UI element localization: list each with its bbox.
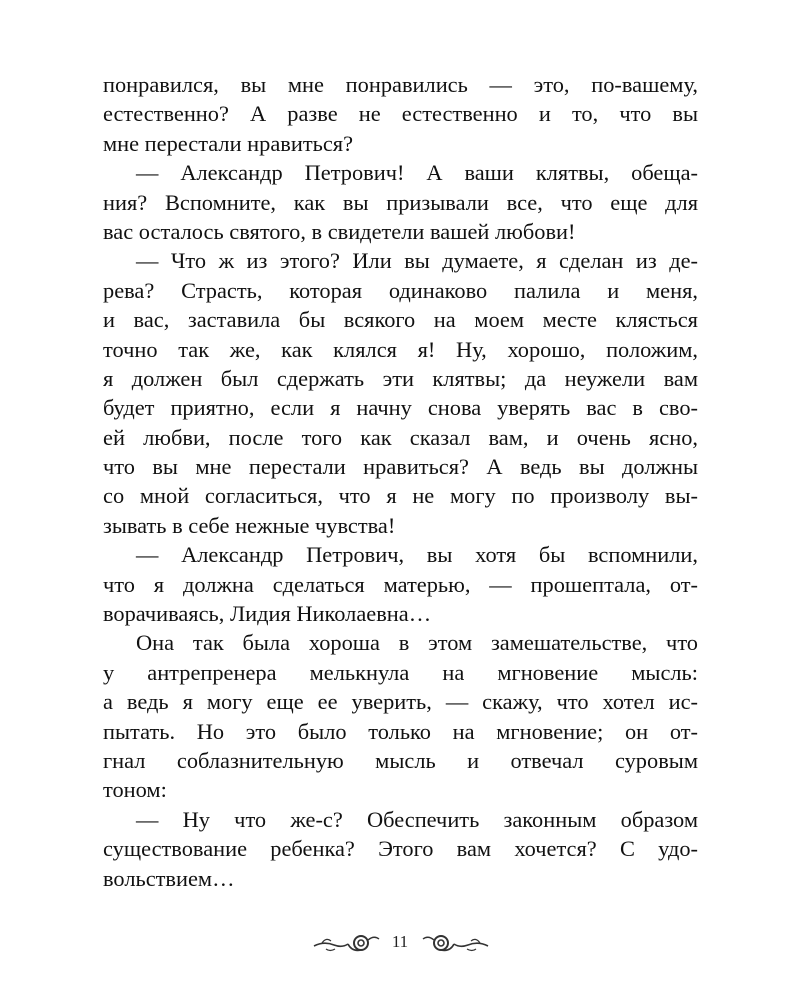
flourish-ornament-right-icon xyxy=(420,930,490,956)
text-line: вас осталось святого, в свидетели вашей любови! xyxy=(103,218,576,244)
text-line: рева? Страсть, которая одинаково палила и меня, xyxy=(103,277,698,303)
text-line: вольствием… xyxy=(103,865,235,891)
text-line: что вы мне перестали нравиться? А ведь вы должны xyxy=(103,454,698,480)
text-line: точно так же, как клялся я! Ну, хорошо, положим, xyxy=(103,336,698,362)
text-line: со мной согласиться, что я не могу по произволу вы- xyxy=(103,483,698,509)
text-line: Она так была хороша в этом замешательстве, что xyxy=(136,630,698,656)
text-line: ния? Вспомните, как вы призывали все, что еще для xyxy=(103,189,698,215)
text-line: ей любви, после того как сказал вам, и очень ясно, xyxy=(103,424,698,450)
text-line: я должен был сдержать эти клятвы; да неужели вам xyxy=(103,365,698,391)
text-line: что я должна сделаться матерью, — прошептала, от- xyxy=(103,571,698,597)
flourish-ornament-left-icon xyxy=(312,930,382,956)
text-line: — Ну что же-с? Обеспечить законным образом xyxy=(136,806,698,832)
text-line: пытать. Но это было только на мгновение; он от- xyxy=(103,718,698,744)
text-line: — Александр Петрович, вы хотя бы вспомнили, xyxy=(136,542,698,568)
text-line: ворачиваясь, Лидия Николаевна… xyxy=(103,601,432,627)
body-text xyxy=(103,70,698,893)
text-line: будет приятно, если я начну снова уверять вас в сво- xyxy=(103,395,698,421)
text-line: понравился, вы мне понравились — это, по-вашему, xyxy=(103,72,698,97)
page-footer xyxy=(0,926,800,962)
text-line: мне перестали нравиться? xyxy=(103,130,354,156)
text-line: и вас, заставила бы всякого на моем месте клясться xyxy=(103,307,698,333)
page-number: 11 xyxy=(391,932,409,951)
text-line: гнал соблазнительную мысль и отвечал суровым xyxy=(103,747,698,773)
text-line: а ведь я могу еще ее уверить, — скажу, что хотел ис- xyxy=(103,689,698,715)
text-line: естественно? А разве не естественно и то, что вы xyxy=(103,101,698,127)
text-line: тоном: xyxy=(103,777,167,803)
text-line: у антрепренера мелькнула на мгновение мысль: xyxy=(103,659,698,685)
text-line: существование ребенка? Этого вам хочется? С удо- xyxy=(103,836,698,862)
text-line: — Что ж из этого? Или вы думаете, я сделан из де- xyxy=(136,248,698,274)
text-line: — Александр Петрович! А ваши клятвы, обеща- xyxy=(136,160,698,186)
text-line: зывать в себе нежные чувства! xyxy=(103,512,396,538)
